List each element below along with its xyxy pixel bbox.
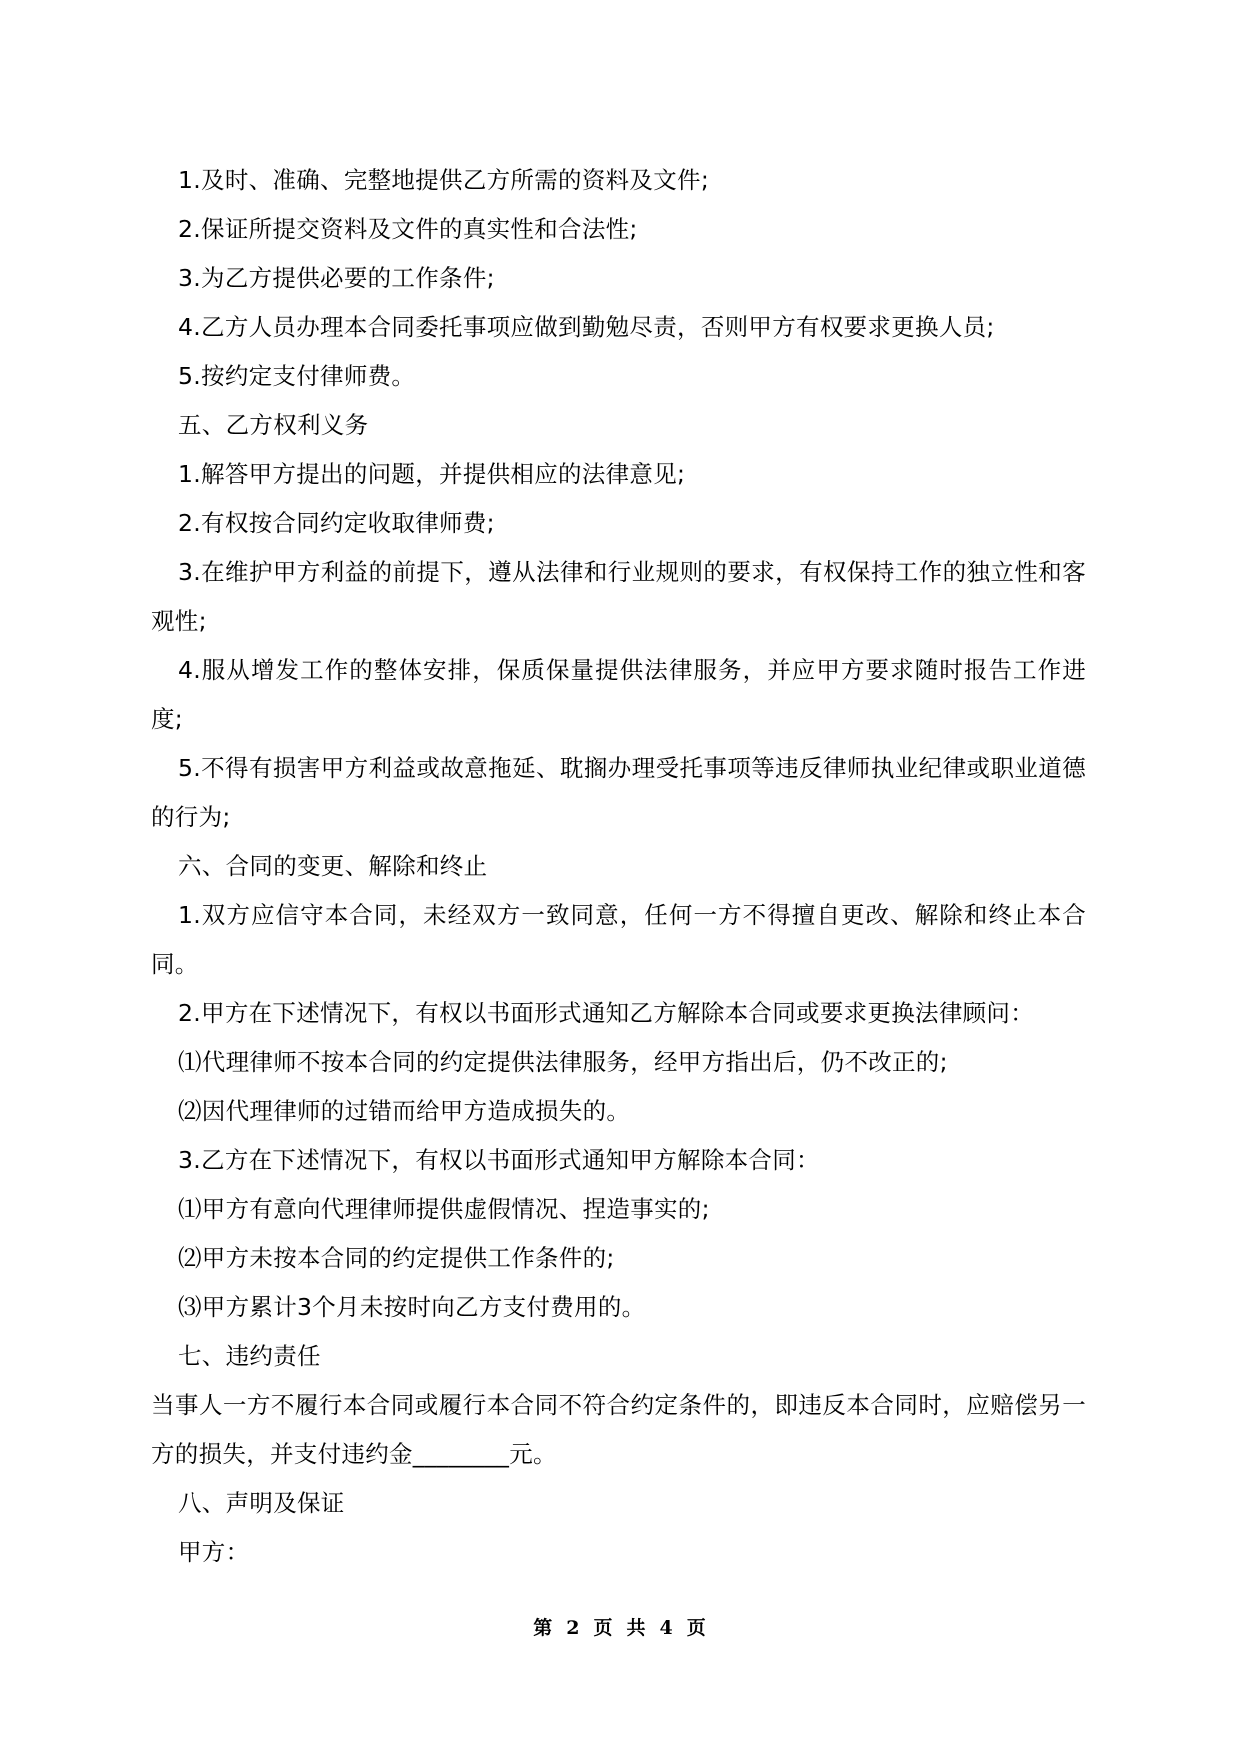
- change-item-3-sub-3: ⑶甲方累计3个月未按时向乙方支付费用的。: [178, 1293, 646, 1321]
- document-body: [151, 156, 1086, 1577]
- party-b-item-4: 4.服从增发工作的整体安排，保质保量提供法律服务，并应甲方要求随时报告工作进度;: [151, 656, 1086, 733]
- change-item-2-sub-1: ⑴代理律师不按本合同的约定提供法律服务，经甲方指出后，仍不改正的;: [178, 1048, 948, 1076]
- party-b-item-2: 2.有权按合同约定收取律师费;: [178, 509, 495, 537]
- party-a-label: 甲方：: [178, 1538, 250, 1566]
- footer-current-page: 2: [566, 1617, 582, 1639]
- footer-total-unit: 页: [686, 1617, 708, 1639]
- change-item-2: 2.甲方在下述情况下，有权以书面形式通知乙方解除本合同或要求更换法律顾问：: [178, 999, 1035, 1027]
- change-item-2-sub-2: ⑵因代理律师的过错而给甲方造成损失的。: [178, 1097, 631, 1125]
- footer-page-label: 第: [533, 1617, 555, 1639]
- section-heading-8: 八、声明及保证: [178, 1489, 345, 1517]
- footer-total-pages: 4: [659, 1617, 675, 1639]
- obligation-item-1: 1.及时、准确、完整地提供乙方所需的资料及文件;: [178, 166, 710, 194]
- footer-page-unit: 页: [593, 1617, 615, 1639]
- page-footer: [0, 1613, 1241, 1640]
- party-b-item-1: 1.解答甲方提出的问题，并提供相应的法律意见;: [178, 460, 686, 488]
- section-heading-7: 七、违约责任: [178, 1342, 321, 1370]
- party-b-item-5: 5.不得有损害甲方利益或故意拖延、耽搁办理受托事项等违反律师执业纪律或职业道德的行为;: [151, 754, 1086, 831]
- obligation-item-5: 5.按约定支付律师费。: [178, 362, 416, 390]
- obligation-item-4: 4.乙方人员办理本合同委托事项应做到勤勉尽责，否则甲方有权要求更换人员;: [178, 313, 995, 341]
- footer-total-label: 共: [626, 1617, 648, 1639]
- change-item-3-sub-2: ⑵甲方未按本合同的约定提供工作条件的;: [178, 1244, 615, 1272]
- section-heading-6: 六、合同的变更、解除和终止: [178, 852, 488, 880]
- breach-clause: 当事人一方不履行本合同或履行本合同不符合约定条件的，即违反本合同时，应赔偿另一方的损失，并支付违约金________元。: [151, 1391, 1086, 1468]
- change-item-1: 1.双方应信守本合同，未经双方一致同意，任何一方不得擅自更改、解除和终止本合同。: [151, 901, 1086, 978]
- obligation-item-3: 3.为乙方提供必要的工作条件;: [178, 264, 495, 292]
- obligation-item-2: 2.保证所提交资料及文件的真实性和合法性;: [178, 215, 638, 243]
- party-b-item-3: 3.在维护甲方利益的前提下，遵从法律和行业规则的要求，有权保持工作的独立性和客观性;: [151, 558, 1086, 635]
- change-item-3: 3.乙方在下述情况下，有权以书面形式通知甲方解除本合同：: [178, 1146, 820, 1174]
- change-item-3-sub-1: ⑴甲方有意向代理律师提供虚假情况、捏造事实的;: [178, 1195, 710, 1223]
- section-heading-5: 五、乙方权利义务: [178, 411, 369, 439]
